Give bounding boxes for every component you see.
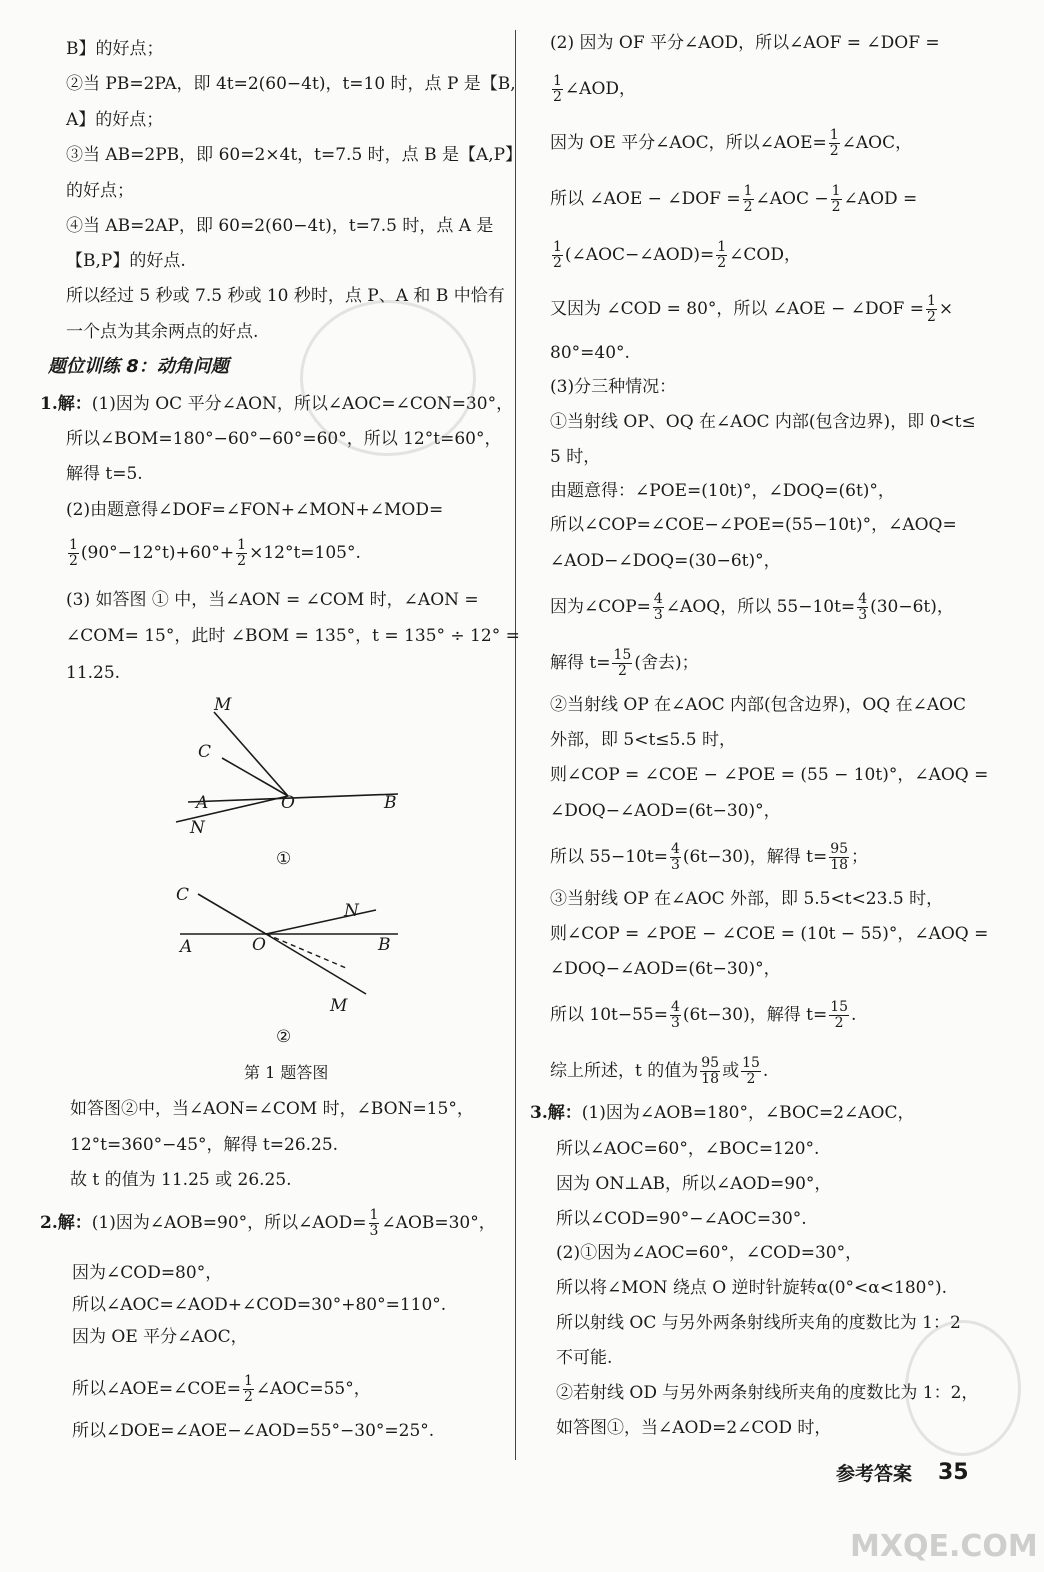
text-line <box>72 1374 371 1405</box>
text-span: ∠AOD = <box>843 189 918 209</box>
fraction <box>829 1000 849 1031</box>
text-line: 所以∠COD=90°−∠AOC=30°. <box>556 1209 807 1229</box>
text-span: (30−6t)， <box>870 597 954 617</box>
figure-number: ② <box>276 1027 292 1047</box>
point-label: B <box>384 793 397 813</box>
text-line: 所以∠AOC=∠AOD+∠COD=30°+80°=110°. <box>72 1295 447 1315</box>
point-label: A <box>196 793 209 813</box>
angle-figure-2 <box>168 876 408 1016</box>
footer-label: 参考答案 <box>836 1463 913 1485</box>
text-line: 的好点； <box>66 181 134 201</box>
column-divider <box>515 30 516 1460</box>
fraction <box>670 1000 681 1031</box>
denominator: 3 <box>858 607 868 623</box>
numerator: 1 <box>369 1207 379 1223</box>
text-line <box>550 240 801 271</box>
text-line: (3) 如答图 ① 中，当∠AON = ∠COM 时，∠AON = <box>66 590 479 610</box>
fraction <box>829 842 849 873</box>
text-line: 所以∠COP=∠COE−∠POE=(55−10t)°，∠AOQ= <box>550 515 957 535</box>
text-span: (6t−30)，解得 t= <box>682 1005 828 1025</box>
point-label: N <box>344 901 359 921</box>
denominator: 3 <box>671 1015 680 1031</box>
denominator: 2 <box>237 553 247 569</box>
text-span: 因为 OE 平分∠AOC，所以∠AOE= <box>550 133 827 153</box>
fraction <box>653 592 664 623</box>
section-title: 题位训练 8：动角问题 <box>48 356 229 377</box>
denominator: 2 <box>829 143 839 159</box>
fraction <box>743 184 754 215</box>
problem-label: 1.解： <box>40 394 92 414</box>
numerator: 1 <box>69 537 78 553</box>
denominator: 2 <box>243 1389 253 1405</box>
numerator: 4 <box>671 999 680 1015</box>
numerator: 1 <box>553 73 562 89</box>
denominator: 3 <box>653 607 663 623</box>
text-span: (1)因为 OC 平分∠AON，所以∠AOC=∠CON=30°， <box>91 394 514 414</box>
numerator: 95 <box>701 1055 720 1071</box>
page-number: 35 <box>938 1460 969 1485</box>
fraction <box>236 538 247 569</box>
numerator: 15 <box>613 647 632 663</box>
text-span: ∠AOC − <box>755 189 829 209</box>
denominator: 2 <box>69 553 78 569</box>
text-line: ∠DOQ−∠AOD=(6t−30)°， <box>550 959 781 979</box>
numerator: 4 <box>671 841 680 857</box>
text-line: ③当 AB=2PB，即 60=2×4t，t=7.5 时，点 B 是【A,P】 <box>66 145 523 165</box>
numerator: 1 <box>237 537 247 553</box>
text-line: ④当 AB=2AP，即 60=2(60−4t)，t=7.5 时，点 A 是 <box>66 216 494 236</box>
fraction <box>612 648 632 679</box>
denominator: 2 <box>617 663 627 679</box>
numerator: 1 <box>831 183 841 199</box>
fraction <box>857 592 868 623</box>
text-span: 所以 10t−55= <box>550 1005 668 1025</box>
text-line: ①当射线 OP、OQ 在∠AOC 内部(包含边界)，即 0<t≤ <box>550 412 976 432</box>
text-line: 5 时， <box>550 447 601 467</box>
text-span: (6t−30)，解得 t= <box>682 847 828 867</box>
point-label: B <box>378 935 391 955</box>
text-span: 所以 ∠AOE − ∠DOF = <box>550 189 741 209</box>
denominator: 3 <box>369 1223 379 1239</box>
text-line: ②当 PB=2PA，即 4t=2(60−4t)，t=10 时，点 P 是【B, <box>66 74 516 94</box>
text-span: ∠COD， <box>729 245 801 265</box>
text-span: 又因为 ∠COD = 80°，所以 ∠AOE − ∠DOF = <box>550 299 924 319</box>
text-line: 所以∠DOE=∠AOE−∠AOD=55°−30°=25°. <box>72 1421 435 1441</box>
ray-oc <box>222 758 288 796</box>
ray-on <box>266 910 376 934</box>
numerator: 1 <box>717 239 727 255</box>
point-label: O <box>252 935 266 955</box>
text-line: ③当射线 OP 在∠AOC 外部，即 5.5<t<23.5 时， <box>550 889 944 909</box>
point-label: C <box>198 742 212 762</box>
fraction <box>716 240 727 271</box>
text-line: (2) 因为 OF 平分∠AOD，所以∠AOF = ∠DOF = <box>550 33 940 53</box>
fraction <box>741 1056 761 1087</box>
stamp-mark <box>300 300 476 456</box>
text-span: ∠AOQ，所以 55−10t= <box>665 597 856 617</box>
numerator: 1 <box>243 1373 253 1389</box>
text-line: (2)由题意得∠DOF=∠FON+∠MON+∠MOD= <box>66 500 444 520</box>
text-span: (1)因为∠AOB=180°，∠BOC=2∠AOC， <box>581 1103 915 1123</box>
text-line: 如答图①，当∠AOD=2∠COD 时， <box>556 1418 832 1438</box>
text-span: ∠AOB=30°， <box>381 1213 496 1233</box>
fraction <box>831 184 842 215</box>
point-label: C <box>176 885 190 905</box>
text-line: 因为 ON⊥AB，所以∠AOD=90°， <box>556 1174 832 1194</box>
text-line: B】的好点； <box>66 39 164 59</box>
denominator: 2 <box>553 89 562 105</box>
text-line: 所以射线 OC 与另外两条射线所夹角的度数比为 1：2 <box>556 1313 961 1333</box>
ray-oc <box>198 894 266 934</box>
text-span: (∠AOC−∠AOD)= <box>564 245 715 265</box>
text-line <box>550 74 636 105</box>
numerator: 1 <box>553 239 562 255</box>
text-span: (舍去)； <box>634 653 699 673</box>
watermark-text: MXQE.COM <box>850 1529 1038 1564</box>
text-span: 因为∠COP= <box>550 597 651 617</box>
fraction <box>926 294 937 325</box>
point-label: N <box>190 818 205 838</box>
fraction <box>552 74 563 105</box>
point-label: M <box>214 695 232 715</box>
text-line: ②当射线 OP 在∠AOC 内部(包含边界)，OQ 在∠AOC <box>550 695 967 715</box>
text-line: 因为 OE 平分∠AOC， <box>72 1327 248 1347</box>
text-line: 一个点为其余两点的好点. <box>66 322 259 342</box>
numerator: 15 <box>742 1055 760 1071</box>
text-line: 解得 t=5. <box>66 464 143 484</box>
text-span: ∠AOC=55°， <box>255 1379 371 1399</box>
numerator: 4 <box>858 591 868 607</box>
text-line: 所以将∠MON 绕点 O 逆时针旋转α(0°<α<180°). <box>556 1278 947 1298</box>
ray-om <box>266 934 366 994</box>
text-line <box>550 1000 856 1031</box>
text-span: (90°−12°t)+60°+ <box>80 543 235 563</box>
denominator: 2 <box>834 1015 844 1031</box>
figure-number: ① <box>276 849 292 869</box>
text-line <box>550 648 699 679</box>
fraction <box>552 240 563 271</box>
fraction <box>68 538 79 569</box>
numerator: 1 <box>829 127 839 143</box>
text-line: (2)①因为∠AOC=60°，∠COD=30°， <box>556 1243 863 1263</box>
text-line: 所以∠AOC=60°，∠BOC=120°. <box>556 1139 820 1159</box>
text-span: 解得 t= <box>550 653 611 673</box>
text-line: 12°t=360°−45°，解得 t=26.25. <box>70 1135 339 1155</box>
ray-om <box>214 712 288 796</box>
text-line: 所以∠BOM=180°−60°−60°=60°，所以 12°t=60°， <box>66 429 502 449</box>
text-line: (3)分三种情况： <box>550 377 677 397</box>
denominator: 3 <box>671 857 680 873</box>
fraction <box>369 1208 380 1239</box>
text-span: (1)因为∠AOB=90°，所以∠AOD= <box>91 1213 367 1233</box>
text-line: ∠COM= 15°，此时 ∠BOM = 135°，t = 135° ÷ 12° = <box>66 626 520 646</box>
numerator: 1 <box>926 293 936 309</box>
text-line: 外部，即 5<t≤5.5 时， <box>550 730 736 750</box>
denominator: 2 <box>717 255 727 271</box>
text-span: ×12°t=105°. <box>249 543 361 563</box>
denominator: 2 <box>926 309 936 325</box>
numerator: 95 <box>830 841 849 857</box>
stamp-mark <box>905 1320 1021 1456</box>
denominator: 18 <box>830 857 849 873</box>
text-line: 11.25. <box>66 663 121 683</box>
denominator: 2 <box>553 255 562 271</box>
denominator: 2 <box>743 199 753 215</box>
numerator: 1 <box>743 183 753 199</box>
text-line <box>550 184 917 215</box>
fraction <box>243 1374 254 1405</box>
text-line <box>550 842 868 873</box>
text-line <box>66 538 361 569</box>
problem-2-line <box>40 1208 496 1239</box>
text-line: 由题意得：∠POE=(10t)°，∠DOQ=(6t)°， <box>550 481 895 501</box>
text-line: ②若射线 OD 与另外两条射线所夹角的度数比为 1：2， <box>556 1383 979 1403</box>
text-line: 故 t 的值为 11.25 或 26.25. <box>70 1170 292 1190</box>
point-label: M <box>330 996 348 1016</box>
text-line <box>550 294 953 325</box>
text-line <box>550 128 912 159</box>
text-line: A】的好点； <box>66 110 164 130</box>
text-line <box>550 1056 768 1087</box>
text-line: 80°=40°. <box>550 343 630 363</box>
text-span: × <box>938 299 954 319</box>
text-line: ∠DOQ−∠AOD=(6t−30)°， <box>550 801 781 821</box>
fraction <box>700 1056 720 1087</box>
problem-3-line <box>530 1102 915 1124</box>
text-line <box>550 592 954 623</box>
fraction <box>670 842 681 873</box>
text-span: . <box>851 1005 857 1025</box>
text-line: 如答图②中，当∠AON=∠COM 时，∠BON=15°， <box>70 1099 474 1119</box>
denominator: 2 <box>831 199 841 215</box>
text-span: 综上所述，t 的值为 <box>550 1061 699 1081</box>
text-line: 不可能. <box>556 1348 613 1368</box>
text-line: 所以经过 5 秒或 7.5 秒或 10 秒时，点 P、A 和 B 中恰有 <box>66 286 505 306</box>
text-span: 所以 55−10t= <box>550 847 668 867</box>
text-span: ∠AOC， <box>841 133 913 153</box>
numerator: 4 <box>653 591 663 607</box>
point-label: A <box>180 937 193 957</box>
denominator: 2 <box>746 1071 756 1087</box>
dashed-ray <box>266 934 346 968</box>
text-line: 则∠COP = ∠COE − ∠POE = (55 − 10t)°，∠AOQ = <box>550 765 989 785</box>
problem-label: 2.解： <box>40 1213 92 1233</box>
denominator: 18 <box>701 1071 720 1087</box>
text-line: 【B,P】的好点. <box>66 251 186 271</box>
numerator: 15 <box>830 999 849 1015</box>
text-line: 因为∠COD=80°， <box>72 1263 223 1283</box>
figure-caption: 第 1 题答图 <box>244 1063 329 1082</box>
text-line: ∠AOD−∠DOQ=(30−6t)°， <box>550 551 781 571</box>
text-span: ； <box>851 847 869 867</box>
text-line: 则∠COP = ∠POE − ∠COE = (10t − 55)°，∠AOQ = <box>550 924 989 944</box>
text-span: ∠AOD， <box>564 79 637 99</box>
text-span: . <box>762 1061 769 1081</box>
text-span: 所以∠AOE=∠COE= <box>72 1379 241 1399</box>
text-span: 或 <box>722 1061 740 1081</box>
point-label: O <box>281 793 295 813</box>
fraction <box>829 128 840 159</box>
problem-label: 3.解： <box>530 1103 582 1123</box>
